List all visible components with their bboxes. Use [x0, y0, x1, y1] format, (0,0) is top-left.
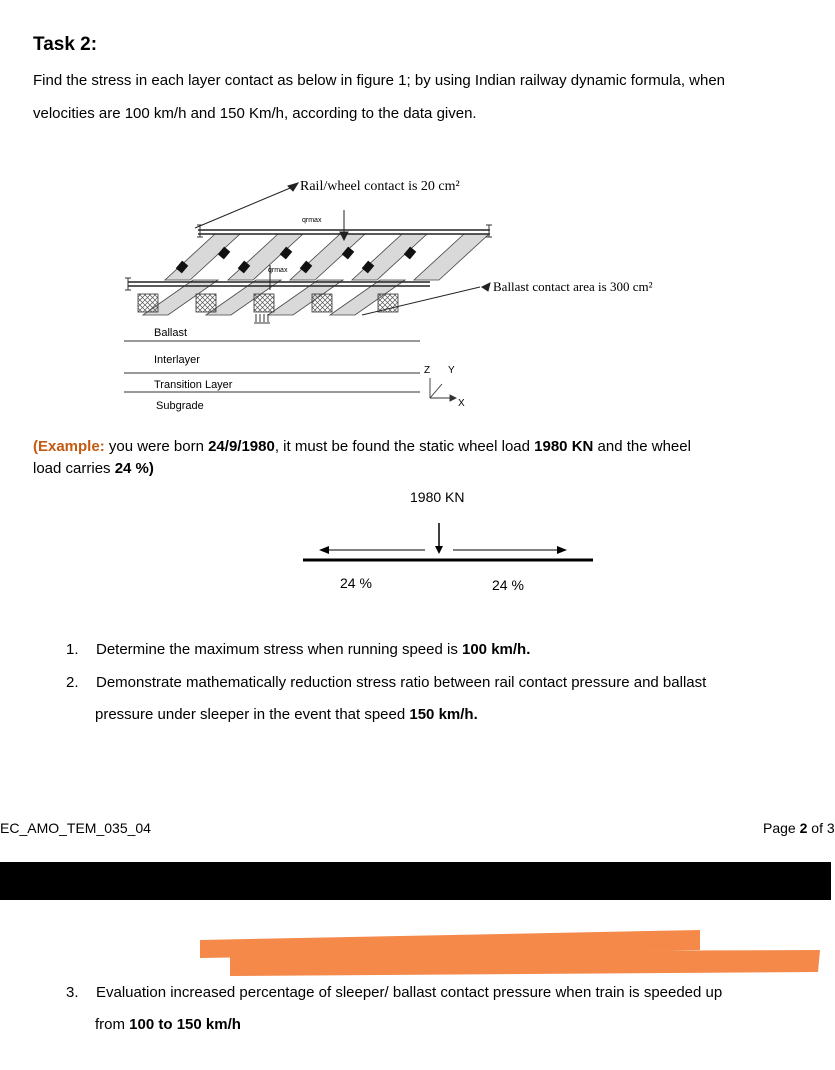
question-2-line-2 [95, 706, 478, 723]
example-dob: 24/9/1980 [208, 438, 275, 455]
layer-subgrade: Subgrade [156, 400, 204, 412]
load-label: 1980 KN [410, 489, 465, 505]
example-text-3: and the wheel [593, 438, 691, 455]
page-number: 2 [799, 820, 808, 836]
task-heading: Task 2: [33, 34, 98, 55]
page-prefix: Page [763, 820, 800, 836]
q3-number: 3. [66, 984, 79, 1001]
q2-line-2-text: pressure under sleeper in the event that speed [95, 706, 410, 723]
ballast-area-label: Ballast contact area is 300 cm² [493, 279, 653, 294]
example-text-1: you were born [104, 438, 209, 455]
example-paragraph [33, 436, 793, 480]
footer-page [763, 820, 835, 836]
q2-line-2-bold: 150 km/h. [409, 706, 478, 723]
example-close: ) [148, 460, 154, 477]
example-text-2: , it must be found the static wheel load [274, 438, 535, 455]
q3-line-1: Evaluation increased percentage of sleeper/ ballast contact pressure when train is speeded up [96, 984, 723, 1001]
intro-line-2: velocities are 100 km/h and 150 Km/h, according to the data given. [33, 105, 477, 122]
question-1 [66, 641, 530, 658]
page-suffix: of 3 [807, 820, 835, 836]
q1-bold: 100 km/h. [462, 641, 531, 658]
load-diagram [295, 488, 605, 598]
q3-line-2-text: from [95, 1016, 130, 1033]
layer-ballast: Ballast [154, 327, 188, 339]
layer-interlayer: Interlayer [154, 354, 200, 366]
axis-x: X [458, 398, 465, 409]
example-load: 1980 KN [534, 438, 594, 455]
left-arrow-icon [319, 546, 329, 554]
down-arrow-icon [435, 546, 443, 554]
page-break-band [0, 862, 831, 900]
redaction-mark [200, 928, 820, 978]
q2-line-1: Demonstrate mathematically reduction stress ratio between rail contact pressure and ballast [96, 674, 707, 691]
right-pct: 24 % [492, 577, 524, 593]
question-2 [66, 674, 706, 691]
qrmax-mid-label: qrmax [268, 267, 288, 274]
track-figure [100, 170, 720, 420]
axes-icon [430, 378, 456, 401]
q3-line-2-bold: 100 to 150 km/h [129, 1016, 241, 1033]
example-pct: 24 % [114, 460, 149, 477]
q1-text: Determine the maximum stress when running speed is [96, 641, 462, 658]
q1-number: 1. [66, 641, 79, 658]
footer-code: EC_AMO_TEM_035_04 [0, 820, 151, 836]
question-3 [66, 984, 722, 1001]
example-text-4: load carries [33, 460, 115, 477]
example-label: (Example: [33, 438, 105, 455]
rail-wheel-label: Rail/wheel contact is 20 cm² [300, 179, 460, 194]
left-pct: 24 % [340, 575, 372, 591]
qrmax-top-label: qrmax [302, 217, 322, 224]
question-3-line-2 [95, 1016, 241, 1033]
intro-line-1: Find the stress in each layer contact as below in figure 1; by using Indian railway dynamic formula, when [33, 72, 726, 89]
q2-number: 2. [66, 674, 79, 691]
axis-z: Z [424, 365, 431, 376]
right-arrow-icon [557, 546, 567, 554]
pressure-arrows [254, 314, 270, 323]
axis-y: Y [448, 365, 455, 376]
layer-transition: Transition Layer [154, 379, 233, 391]
